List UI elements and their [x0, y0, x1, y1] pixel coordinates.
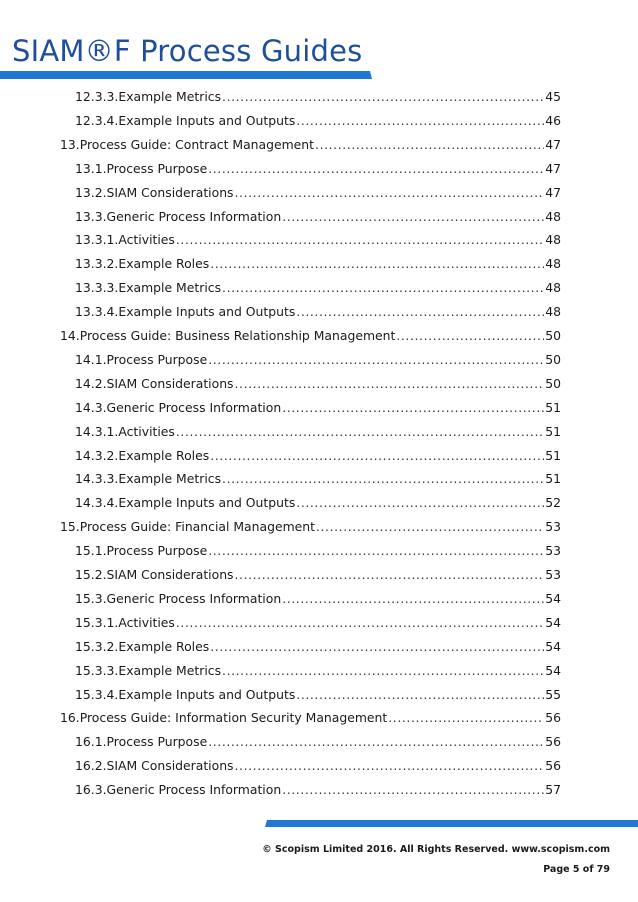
toc-entry[interactable]	[75, 183, 561, 203]
toc-entry[interactable]	[75, 159, 561, 179]
toc-entry[interactable]	[75, 422, 561, 442]
toc-entry-title: Example Inputs and Outputs	[118, 686, 296, 702]
toc-dot-leader	[208, 350, 544, 370]
toc-entry-page: 48	[545, 256, 561, 272]
toc-entry-page: 51	[545, 447, 561, 463]
toc-entry-page: 54	[545, 638, 561, 654]
toc-entry-page: 50	[545, 375, 561, 391]
toc-entry-number: 16.3.	[75, 782, 107, 798]
toc-entry-title: Process Guide: Information Security Management	[79, 710, 388, 726]
toc-entry[interactable]	[60, 517, 561, 537]
toc-entry-page: 57	[545, 782, 561, 798]
toc-dot-leader	[222, 469, 544, 489]
toc-entry-title: SIAM Considerations	[106, 184, 234, 200]
toc-entry-title: Example Metrics	[118, 89, 222, 104]
copyright-notice: © Scopism Limited 2016. All Rights Reserved. www.scopism.com	[262, 844, 610, 855]
toc-entry-page: 45	[545, 89, 561, 104]
toc-entry-number: 13.3.4.	[75, 304, 119, 320]
toc-dot-leader	[222, 278, 544, 298]
toc-entry-number: 13.2.	[75, 184, 107, 200]
toc-entry-number: 14.3.1.	[75, 423, 119, 439]
page-title: SIAM®F Process Guides	[12, 34, 363, 68]
toc-entry-number: 16.	[60, 710, 80, 726]
toc-entry-page: 50	[545, 328, 561, 343]
toc-entry-page: 47	[545, 184, 561, 200]
toc-dot-leader	[235, 374, 545, 394]
toc-dot-leader	[208, 732, 544, 752]
toc-entry[interactable]	[75, 446, 561, 466]
toc-entry-title: Generic Process Information	[106, 782, 282, 798]
toc-entry-number: 13.3.1.	[75, 232, 119, 248]
toc-entry-page: 52	[545, 495, 561, 511]
toc-dot-leader	[176, 422, 544, 442]
toc-entry[interactable]	[75, 230, 561, 250]
toc-entry-page: 47	[545, 136, 561, 152]
toc-entry-number: 16.2.	[75, 758, 107, 774]
toc-entry-title: Process Purpose	[106, 351, 208, 367]
toc-entry-page: 56	[545, 710, 561, 726]
toc-entry-title: Example Inputs and Outputs	[118, 112, 296, 128]
toc-entry-page: 51	[545, 423, 561, 439]
toc-entry-page: 51	[545, 399, 561, 415]
toc-entry-title: Process Purpose	[106, 543, 208, 559]
toc-entry-page: 53	[545, 519, 561, 535]
toc-entry[interactable]	[75, 493, 561, 513]
toc-entry-number: 15.3.4.	[75, 686, 119, 702]
toc-entry-title: Generic Process Information	[106, 399, 282, 415]
toc-dot-leader	[222, 661, 544, 681]
toc-entry-title: Example Roles	[118, 256, 210, 272]
toc-dot-leader	[235, 183, 545, 203]
toc-entry-title: Process Guide: Financial Management	[79, 519, 315, 535]
toc-dot-leader	[296, 685, 544, 705]
toc-dot-leader	[235, 565, 545, 585]
toc-entry-title: Process Guide: Business Relationship Management	[79, 328, 396, 343]
toc-entry[interactable]	[75, 469, 561, 489]
toc-dot-leader	[316, 517, 544, 537]
toc-entry[interactable]	[75, 350, 561, 370]
toc-entry-title: Example Metrics	[118, 471, 222, 487]
toc-entry-page: 51	[545, 471, 561, 487]
toc-entry[interactable]	[75, 732, 561, 752]
toc-entry-number: 12.3.4.	[75, 112, 119, 128]
toc-dot-leader	[315, 135, 544, 155]
toc-entry[interactable]	[75, 398, 561, 418]
toc-entry-number: 13.1.	[75, 160, 107, 176]
toc-entry-title: Process Guide: Contract Management	[79, 136, 315, 152]
toc-entry-title: Activities	[118, 423, 175, 439]
toc-entry-page: 48	[545, 208, 561, 224]
toc-entry-title: Process Purpose	[106, 160, 208, 176]
toc-entry[interactable]	[75, 661, 561, 681]
toc-dot-leader	[235, 756, 545, 776]
toc-entry[interactable]	[75, 87, 561, 107]
toc-entry-title: Example Inputs and Outputs	[118, 495, 296, 511]
toc-dot-leader	[210, 446, 544, 466]
toc-entry-page: 48	[545, 304, 561, 320]
toc-entry-number: 14.	[60, 328, 80, 343]
toc-entry-number: 15.3.3.	[75, 662, 119, 678]
toc-entry-title: Example Metrics	[118, 662, 222, 678]
toc-entry-number: 14.3.4.	[75, 495, 119, 511]
toc-dot-leader	[296, 302, 544, 322]
toc-entry[interactable]	[75, 374, 561, 394]
toc-entry-page: 54	[545, 662, 561, 678]
toc-entry[interactable]	[75, 685, 561, 705]
toc-dot-leader	[282, 207, 544, 227]
toc-entry[interactable]	[60, 135, 561, 155]
toc-entry-number: 14.1.	[75, 351, 107, 367]
toc-entry-number: 15.2.	[75, 567, 107, 582]
toc-entry-page: 56	[545, 758, 561, 774]
toc-dot-leader	[176, 230, 544, 250]
toc-entry-page: 47	[545, 160, 561, 176]
footer-accent-bar	[265, 820, 638, 827]
toc-entry-title: Example Roles	[118, 447, 210, 463]
toc-dot-leader	[222, 87, 544, 107]
toc-entry[interactable]	[75, 111, 561, 131]
toc-entry[interactable]	[75, 613, 561, 633]
toc-entry-number: 13.3.3.	[75, 280, 119, 296]
toc-entry-title: Generic Process Information	[106, 208, 282, 224]
toc-dot-leader	[208, 159, 544, 179]
toc-entry-page: 54	[545, 590, 561, 606]
toc-dot-leader	[388, 708, 544, 728]
toc-entry-title: SIAM Considerations	[106, 375, 234, 391]
toc-entry[interactable]	[75, 278, 561, 298]
toc-dot-leader	[396, 326, 544, 346]
toc-entry-number: 14.3.3.	[75, 471, 119, 487]
toc-entry-number: 13.3.2.	[75, 256, 119, 272]
toc-entry-page: 46	[545, 112, 561, 128]
toc-entry[interactable]	[75, 541, 561, 561]
toc-dot-leader	[282, 780, 544, 800]
toc-entry-number: 14.3.	[75, 399, 107, 415]
toc-dot-leader	[282, 589, 544, 609]
toc-entry-page: 48	[545, 280, 561, 296]
toc-dot-leader	[208, 541, 544, 561]
toc-entry-title: Process Purpose	[106, 734, 208, 750]
toc-entry-number: 16.1.	[75, 734, 107, 750]
toc-entry-page: 50	[545, 351, 561, 367]
toc-entry[interactable]	[75, 565, 561, 585]
toc-entry-number: 15.1.	[75, 543, 107, 559]
toc-entry-page: 55	[545, 686, 561, 702]
toc-entry-page: 56	[545, 734, 561, 750]
toc-entry-number: 13.3.	[75, 208, 107, 224]
toc-entry-number: 14.2.	[75, 375, 107, 391]
toc-entry[interactable]	[75, 756, 561, 776]
toc-entry-number: 15.3.1.	[75, 614, 119, 630]
toc-entry[interactable]	[60, 326, 561, 346]
toc-entry-title: Example Roles	[118, 638, 210, 654]
toc-entry-page: 54	[545, 614, 561, 630]
header-accent-bar	[0, 71, 372, 79]
toc-entry[interactable]	[75, 637, 561, 657]
toc-entry[interactable]	[75, 589, 561, 609]
toc-entry-page: 53	[545, 543, 561, 559]
toc-entry-page: 48	[545, 232, 561, 248]
toc-entry-title: Activities	[118, 614, 175, 630]
toc-dot-leader	[176, 613, 544, 633]
toc-entry[interactable]	[75, 302, 561, 322]
toc-dot-leader	[210, 637, 544, 657]
toc-dot-leader	[296, 493, 544, 513]
toc-entry-title: SIAM Considerations	[106, 758, 234, 774]
toc-entry[interactable]	[75, 780, 561, 800]
toc-entry-number: 15.3.2.	[75, 638, 119, 654]
toc-dot-leader	[296, 111, 544, 131]
toc-entry-title: Activities	[118, 232, 175, 248]
toc-entry-number: 14.3.2.	[75, 447, 119, 463]
toc-entry-title: Example Inputs and Outputs	[118, 304, 296, 320]
toc-dot-leader	[210, 254, 544, 274]
toc-entry-number: 13.	[60, 136, 80, 152]
toc-entry-title: Generic Process Information	[106, 590, 282, 606]
toc-entry-title: Example Metrics	[118, 280, 222, 296]
toc-dot-leader	[282, 398, 544, 418]
toc-entry-title: SIAM Considerations	[106, 567, 234, 582]
toc-entry[interactable]	[60, 708, 561, 728]
toc-entry[interactable]	[75, 207, 561, 227]
toc-entry-page: 53	[545, 567, 561, 582]
toc-entry-number: 15.	[60, 519, 80, 535]
toc-entry-number: 12.3.3.	[75, 89, 119, 104]
toc-entry-number: 15.3.	[75, 590, 107, 606]
toc-entry[interactable]	[75, 254, 561, 274]
page-number: Page 5 of 79	[543, 864, 610, 875]
